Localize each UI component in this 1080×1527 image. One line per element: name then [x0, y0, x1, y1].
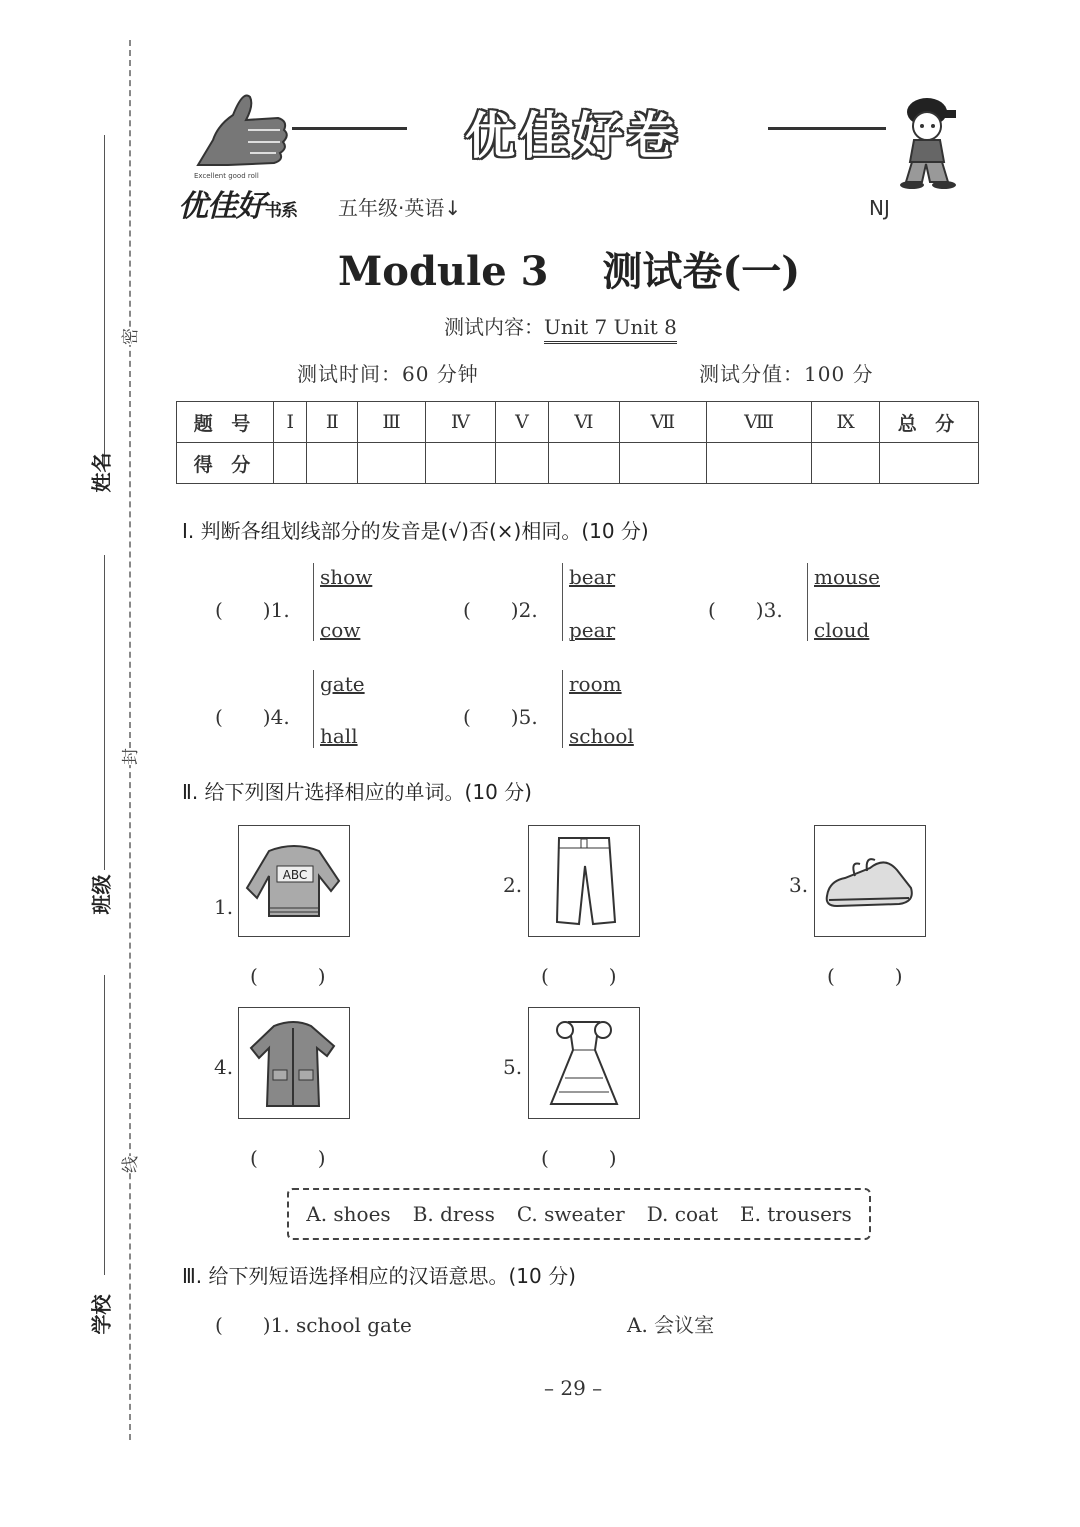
- pron-word: room: [569, 672, 622, 696]
- brand-title: 优佳好卷: [465, 107, 681, 165]
- brace: [562, 563, 563, 641]
- score-cell[interactable]: [495, 443, 548, 484]
- picture-number: 5.: [503, 1055, 523, 1079]
- score-col-4: Ⅳ: [425, 402, 495, 443]
- test-time: 测试时间：60 分钟: [297, 362, 479, 386]
- grade-subject: 五年级·英语↓: [338, 196, 462, 220]
- brace: [313, 670, 314, 748]
- picture-answer-blank[interactable]: ( ): [250, 964, 326, 988]
- test-content: [444, 311, 677, 340]
- trousers-icon: [528, 825, 640, 937]
- header-rule-left: [292, 127, 407, 130]
- brace: [807, 563, 808, 641]
- picture-answer-blank[interactable]: ( ): [541, 1146, 617, 1170]
- logo-tagline: Excellent good roll: [194, 172, 259, 180]
- pron-word: show: [320, 565, 373, 589]
- test-content-units: Unit 7 Unit 8: [544, 315, 677, 344]
- pron-item-2-number[interactable]: ( )2.: [463, 598, 538, 622]
- phrase-option-a: A. 会议室: [627, 1313, 715, 1337]
- score-cell[interactable]: [358, 443, 426, 484]
- option-d: D. coat: [646, 1202, 718, 1226]
- pron-item-5-number[interactable]: ( )5.: [463, 705, 538, 729]
- header-rule-right: [768, 127, 886, 130]
- score-cell[interactable]: [619, 443, 707, 484]
- score-cell[interactable]: [549, 443, 619, 484]
- section-1-heading: Ⅰ. 判断各组划线部分的发音是(√)否(×)相同。(10 分): [182, 519, 649, 543]
- score-cell[interactable]: [425, 443, 495, 484]
- class-label: 班级: [89, 874, 114, 915]
- score-col-5: Ⅴ: [495, 402, 548, 443]
- score-table-row-label: 题 号: [177, 402, 274, 443]
- section-2-heading: Ⅱ. 给下列图片选择相应的单词。(10 分): [182, 780, 532, 804]
- score-col-2: Ⅱ: [307, 402, 358, 443]
- picture-number: 3.: [789, 873, 809, 897]
- option-e: E. trousers: [739, 1202, 852, 1226]
- name-label: 姓名: [89, 452, 114, 493]
- school-label: 学校: [89, 1294, 114, 1335]
- pron-word: cow: [320, 618, 361, 642]
- seal-char-xian: 线: [114, 1156, 143, 1173]
- pron-word: bear: [569, 565, 616, 589]
- score-table-row-label: 得 分: [177, 443, 274, 484]
- series-brand: 优佳好书系: [178, 189, 297, 224]
- brace: [313, 563, 314, 641]
- picture-answer-blank[interactable]: ( ): [541, 964, 617, 988]
- pron-item-4-number[interactable]: ( )4.: [215, 705, 290, 729]
- page-number: – 29 –: [544, 1376, 603, 1400]
- coat-icon: [238, 1007, 350, 1119]
- page-title: Module 3 测试卷(一): [338, 248, 801, 295]
- phrase-item-1[interactable]: ( )1. school gate: [215, 1313, 412, 1337]
- word-options-box: [287, 1188, 871, 1240]
- sweater-icon: [238, 825, 350, 937]
- pron-word: mouse: [814, 565, 880, 589]
- score-table: [176, 401, 979, 484]
- pron-word: cloud: [814, 618, 870, 642]
- section-3-heading: Ⅲ. 给下列短语选择相应的汉语意思。(10 分): [182, 1264, 576, 1288]
- score-cell[interactable]: [707, 443, 812, 484]
- score-col-3: Ⅲ: [358, 402, 426, 443]
- seal-char-mi: 密: [114, 328, 143, 345]
- name-write-line: [104, 135, 105, 470]
- pron-word: school: [569, 724, 634, 748]
- picture-answer-blank[interactable]: ( ): [250, 1146, 326, 1170]
- score-cell[interactable]: [307, 443, 358, 484]
- score-col-1: Ⅰ: [274, 402, 307, 443]
- dress-icon: [528, 1007, 640, 1119]
- test-content-label: 测试内容：: [444, 315, 544, 339]
- score-col-6: Ⅵ: [549, 402, 619, 443]
- edition-label: NJ: [869, 196, 890, 220]
- pron-item-3-number[interactable]: ( )3.: [708, 598, 783, 622]
- option-a: A. shoes: [306, 1202, 391, 1226]
- score-col-9: Ⅸ: [812, 402, 880, 443]
- score-col-7: Ⅶ: [619, 402, 707, 443]
- picture-number: 2.: [503, 873, 523, 897]
- seal-char-feng: 封: [114, 748, 143, 765]
- class-write-line: [104, 555, 105, 870]
- test-score-value: 测试分值：100 分: [699, 362, 874, 386]
- pron-word: hall: [320, 724, 358, 748]
- pron-word: pear: [569, 618, 616, 642]
- option-c: C. sweater: [516, 1202, 625, 1226]
- thumbs-up-logo-icon: [188, 85, 298, 180]
- score-table-score-row: [177, 443, 979, 484]
- cartoon-boy-icon: [892, 90, 967, 190]
- shoes-icon: [814, 825, 926, 937]
- pron-word: gate: [320, 672, 365, 696]
- score-cell[interactable]: [880, 443, 979, 484]
- pron-item-1-number[interactable]: ( )1.: [215, 598, 290, 622]
- score-cell[interactable]: [812, 443, 880, 484]
- picture-number: 1.: [214, 895, 234, 919]
- score-cell[interactable]: [274, 443, 307, 484]
- brace: [562, 670, 563, 748]
- picture-number: 4.: [214, 1055, 234, 1079]
- score-col-total: 总 分: [880, 402, 979, 443]
- option-b: B. dress: [412, 1202, 495, 1226]
- score-table-header-row: [177, 402, 979, 443]
- binding-dashed-line: [129, 40, 131, 1440]
- sweater-print-text: ABC: [282, 868, 308, 882]
- score-col-8: Ⅷ: [707, 402, 812, 443]
- school-write-line: [104, 975, 105, 1275]
- picture-answer-blank[interactable]: ( ): [827, 964, 903, 988]
